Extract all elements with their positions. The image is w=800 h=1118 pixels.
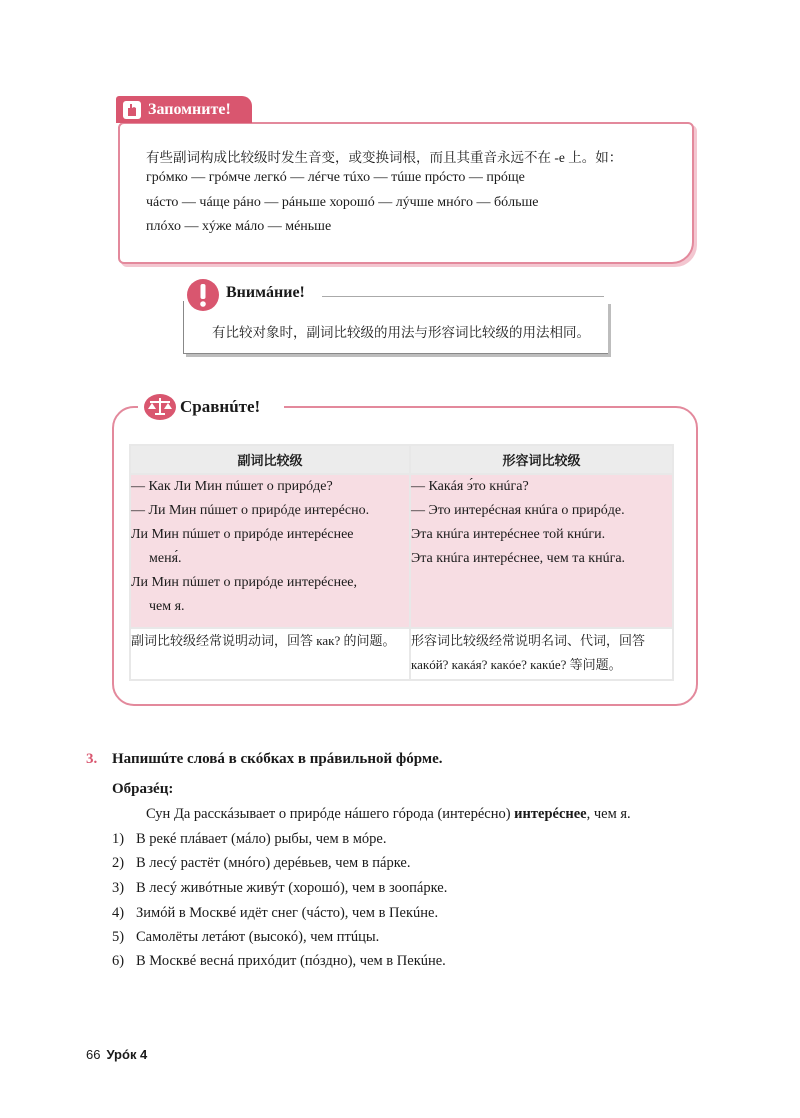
raised-hand-icon bbox=[122, 100, 142, 120]
adverb-line: — Ли Мин пúшет о прирóде интерéсно. bbox=[131, 503, 370, 518]
remember-line-1: грóмко — грóмче легкó — лéгче тúхо — тúше прóсто — прóще bbox=[146, 170, 525, 185]
compare-table bbox=[129, 444, 674, 681]
page-number: 66 bbox=[86, 1047, 101, 1062]
sample-sentence bbox=[146, 806, 631, 823]
item-text: В Москвé веснá прихóдит (пóздно), чем в Пекúне. bbox=[136, 953, 446, 969]
sample-pre: Сун Да расскáзывает о прирóде нáшего гóрода (интерéсно) bbox=[146, 806, 515, 822]
adjective-line: — Какáя э́то кнúга? bbox=[411, 479, 529, 494]
exercise-number: 3. bbox=[86, 751, 98, 767]
remember-line-2: чáсто — чáще рáно — рáньше хорошó — лýчше мнóго — бóльше bbox=[146, 195, 539, 210]
adverb-line: меня́. bbox=[149, 551, 182, 566]
attention-rule bbox=[322, 296, 604, 297]
compare-header-row bbox=[130, 445, 673, 474]
item-number: 3) bbox=[112, 880, 125, 896]
exercise-item bbox=[112, 880, 447, 897]
compare-example-row bbox=[130, 474, 673, 628]
lesson-label: Урóк 4 bbox=[106, 1047, 148, 1062]
attention-title: Внимáние! bbox=[226, 284, 305, 301]
compare-note-row bbox=[130, 628, 673, 680]
exercise-title: Напишúте словá в скóбках в прáвильной фóрме. bbox=[112, 751, 443, 767]
page-footer bbox=[86, 1047, 147, 1062]
adverb-note-text: 副词比较级经常说明动词，回答 как? 的问题。 bbox=[131, 633, 396, 648]
exercise-item bbox=[112, 929, 379, 946]
exercise-item bbox=[112, 855, 410, 872]
adverb-line: чем я. bbox=[149, 599, 185, 614]
exercise-item bbox=[112, 905, 438, 922]
compare-adverb-cell bbox=[130, 474, 410, 628]
item-number: 5) bbox=[112, 929, 125, 945]
item-number: 1) bbox=[112, 831, 125, 847]
item-text: Зимóй в Москвé идёт снег (чáсто), чем в Пекúне. bbox=[136, 905, 439, 921]
exercise-item bbox=[112, 831, 387, 848]
compare-col-adverb: 副词比较级 bbox=[130, 445, 410, 474]
item-text: В рекé плáвает (мáло) рыбы, чем в мóре. bbox=[136, 831, 387, 847]
compare-adjective-cell bbox=[410, 474, 673, 628]
attention-text: 有比较对象时，副词比较级的用法与形容词比较级的用法相同。 bbox=[212, 325, 590, 340]
item-number: 4) bbox=[112, 905, 125, 921]
adverb-line: Ли Мин пúшет о прирóде интерéснее, bbox=[131, 575, 358, 590]
sample-label: Образéц: bbox=[112, 781, 174, 797]
remember-banner bbox=[116, 96, 252, 123]
sample-answer: интерéснее bbox=[514, 806, 587, 822]
compare-adverb-note bbox=[130, 628, 410, 680]
compare-scales-icon bbox=[143, 392, 177, 422]
exclamation-icon bbox=[186, 278, 220, 312]
item-number: 2) bbox=[112, 855, 125, 871]
adjective-line: Эта кнúга интерéснее той кнúги. bbox=[411, 527, 606, 542]
item-number: 6) bbox=[112, 953, 125, 969]
remember-title: Запомните! bbox=[148, 100, 231, 118]
item-text: В лесý растёт (мнóго) дерéвьев, чем в пáрке. bbox=[136, 855, 411, 871]
remember-box bbox=[118, 122, 694, 264]
adjective-note-text-2: какóй? какáя? какóе? какúе? 等问题。 bbox=[411, 657, 622, 672]
remember-intro: 有些副词构成比较级时发生音变，或变换词根，而且其重音永远不在 -е 上。如： bbox=[146, 150, 623, 165]
exercise-item bbox=[112, 953, 446, 970]
remember-line-3: плóхо — хýже мáло — мéньше bbox=[146, 219, 332, 234]
adverb-line: Ли Мин пúшет о прирóде интерéснее bbox=[131, 527, 354, 542]
adjective-line: Эта кнúга интерéснее, чем та кнúга. bbox=[411, 551, 626, 566]
compare-col-adjective: 形容词比较级 bbox=[410, 445, 673, 474]
adjective-line: — Это интерéсная кнúга о прирóде. bbox=[411, 503, 625, 518]
adjective-note-text-1: 形容词比较级经常说明名词、代词，回答 bbox=[411, 633, 646, 648]
item-text: В лесý живóтные живýт (хорошó), чем в зоопáрке. bbox=[136, 880, 448, 896]
item-text: Самолёты летáют (высокó), чем птúцы. bbox=[136, 929, 380, 945]
compare-adjective-note bbox=[410, 628, 673, 680]
adverb-line: — Как Ли Мин пúшет о прирóде? bbox=[131, 479, 333, 494]
compare-title: Сравнúте! bbox=[180, 397, 261, 416]
sample-post: , чем я. bbox=[586, 806, 631, 822]
